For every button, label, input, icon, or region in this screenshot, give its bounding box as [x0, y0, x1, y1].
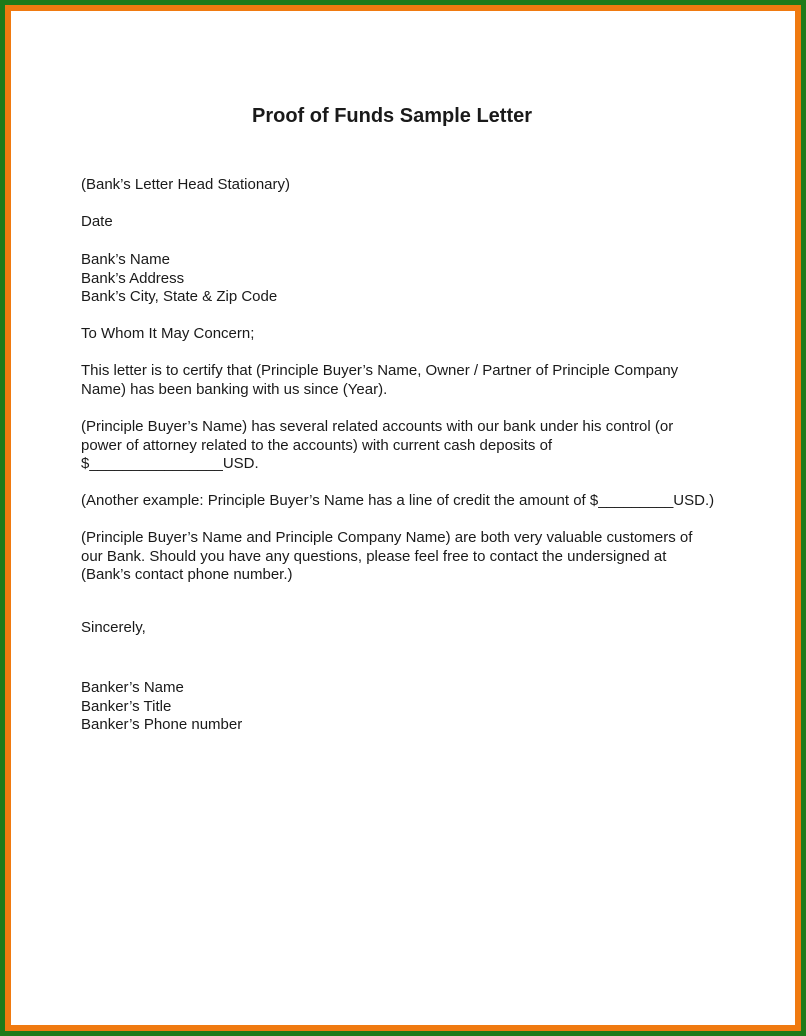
paragraph-1 — [81, 362, 721, 399]
paragraph-4 — [81, 529, 721, 585]
paragraph-line: $________________USD. — [81, 455, 259, 473]
closing: Sincerely, — [81, 619, 146, 636]
paragraph-line: power of attorney related to the accounts) with current cash deposits of — [81, 436, 553, 454]
bank-address-block — [81, 251, 721, 307]
closing-line — [81, 619, 721, 638]
paragraph-line: our Bank. Should you have any questions, please feel free to contact the undersigned at — [81, 547, 667, 565]
banker-name: Banker’s Name — [81, 679, 184, 696]
bank-address: Bank’s Address — [81, 269, 185, 287]
letter-title: Proof of Funds Sample Letter — [251, 105, 533, 127]
banker-phone: Banker’s Phone number — [81, 716, 243, 734]
paragraph-2 — [81, 418, 721, 474]
date-text: Date — [81, 213, 113, 230]
signature-block — [81, 679, 721, 735]
paragraph-3 — [81, 492, 721, 511]
paragraph-line: (Bank’s contact phone number.) — [81, 566, 293, 584]
paragraph-line: Name) has been banking with us since (Year). — [81, 380, 388, 398]
letterhead-line — [81, 176, 721, 195]
bank-city: Bank’s City, State & Zip Code — [81, 288, 278, 306]
salutation-line — [81, 325, 721, 344]
letterhead-text: (Bank’s Letter Head Stationary) — [81, 176, 290, 193]
paragraph-line: (Principle Buyer’s Name) has several related accounts with our bank under his control (or — [81, 418, 674, 435]
salutation: To Whom It May Concern; — [81, 325, 255, 342]
letter-page — [11, 11, 795, 1025]
banker-title: Banker’s Title — [81, 697, 172, 715]
paragraph-line: (Principle Buyer’s Name and Principle Company Name) are both very valuable customers of — [81, 529, 693, 546]
paragraph-line: (Another example: Principle Buyer’s Name has a line of credit the amount of $_________USD.) — [81, 492, 715, 509]
date-line — [81, 213, 721, 232]
paragraph-line: This letter is to certify that (Principle Buyer’s Name, Owner / Partner of Principle Company — [81, 362, 679, 379]
bank-name: Bank’s Name — [81, 251, 170, 268]
